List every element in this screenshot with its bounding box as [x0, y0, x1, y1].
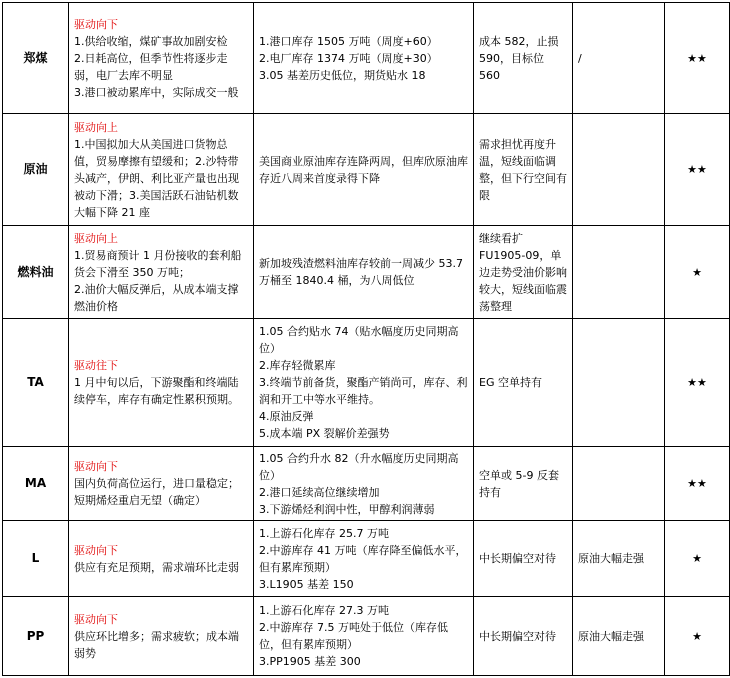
table-body [3, 3, 730, 676]
extra-cell [573, 3, 665, 114]
driver-text: 国内负荷高位运行，进口量稳定；短期烯烃重启无望（确定） [74, 477, 239, 507]
rating-stars: ★★ [665, 319, 730, 447]
commodity-name: 郑煤 [3, 3, 69, 114]
inventory-cell [254, 3, 474, 114]
commodity-name: 燃料油 [3, 226, 69, 319]
driver-direction: 驱动往下 [74, 359, 118, 372]
driver-direction: 驱动向下 [74, 460, 118, 473]
driver-text: 3.港口被动累库中，实际成交一般 [74, 85, 239, 99]
driver-text: 供应环比增多；需求疲软；成本端弱势 [74, 629, 239, 660]
driver-cell [69, 114, 254, 226]
driver-text: 1.中国拟加大从美国进口货物总值，贸易摩擦有望缓和；2.沙特带头减产，伊朗、利比亚产量也出现被动下滑；3.美国活跃石油钻机数大幅下降 21 座 [74, 137, 239, 219]
rating-stars: ★ [665, 521, 730, 597]
commodity-name: TA [3, 319, 69, 447]
strategy-cell [474, 3, 573, 114]
inventory-text: 1.港口库存 1505 万吨（周度+60） [259, 34, 438, 48]
inventory-text: 3.05 基差历史低位，期货贴水 18 [259, 68, 426, 82]
inventory-text: 2.港口延续高位继续增加 [259, 485, 380, 499]
extra-cell [573, 597, 665, 676]
inventory-text: 1.上游石化库存 27.3 万吨 [259, 604, 389, 617]
strategy-cell [474, 521, 573, 597]
extra-cell [573, 114, 665, 226]
driver-text: 2.日耗高位，但季节性将逐步走弱，电厂去库不明显 [74, 51, 228, 82]
driver-cell [69, 3, 254, 114]
extra-cell [573, 319, 665, 447]
driver-direction: 驱动向上 [74, 231, 118, 245]
strategy-cell [474, 319, 573, 447]
inventory-text: 1.上游石化库存 25.7 万吨 [259, 526, 389, 540]
strategy-text: EG 空单持有 [479, 376, 542, 389]
rating-stars: ★ [665, 597, 730, 676]
rating-stars: ★★ [665, 3, 730, 114]
table-row [3, 447, 730, 521]
inventory-text: 2.中游库存 7.5 万吨处于低位（库存低位，但有累库预期） [259, 621, 448, 651]
driver-direction: 驱动向上 [74, 120, 118, 134]
driver-cell [69, 521, 254, 597]
inventory-cell [254, 597, 474, 676]
driver-text: 1 月中旬以后，下游聚酯和终端陆续停车，库存有确定性累积预期。 [74, 376, 239, 406]
extra-text: / [578, 51, 582, 65]
strategy-text: 继续看扩 FU1905-09，单边走势受油价影响较大，短线面临震荡整理 [479, 231, 567, 313]
inventory-cell [254, 114, 474, 226]
driver-direction: 驱动向下 [74, 612, 118, 626]
driver-direction: 驱动向下 [74, 17, 118, 31]
driver-cell [69, 226, 254, 319]
inventory-text: 3.L1905 基差 150 [259, 577, 354, 591]
table-row [3, 521, 730, 597]
inventory-cell [254, 447, 474, 521]
table-row [3, 114, 730, 226]
strategy-cell [474, 226, 573, 319]
inventory-text: 3.下游烯烃利润中性，甲醇利润薄弱 [259, 502, 435, 516]
strategy-cell [474, 114, 573, 226]
inventory-text: 3.终端节前备货，聚酯产销尚可，库存、利润和开工中等水平维持。 [259, 376, 468, 406]
extra-cell [573, 521, 665, 597]
inventory-text: 1.05 合约贴水 74（贴水幅度历史同期高位） [259, 325, 459, 355]
rating-stars: ★★ [665, 447, 730, 521]
strategy-text: 需求担忧再度升温，短线面临调整，但下行空间有限 [479, 137, 567, 202]
inventory-text: 3.PP1905 基差 300 [259, 655, 361, 668]
commodity-name: PP [3, 597, 69, 676]
driver-cell [69, 597, 254, 676]
driver-cell [69, 319, 254, 447]
strategy-text: 成本 582，止损 590，目标位 560 [479, 34, 559, 82]
commodity-name: L [3, 521, 69, 597]
inventory-text: 2.库存轻微累库 [259, 359, 336, 372]
inventory-text: 5.成本端 PX 裂解价差强势 [259, 427, 390, 440]
extra-cell [573, 447, 665, 521]
inventory-cell [254, 319, 474, 447]
driver-direction: 驱动向下 [74, 543, 118, 557]
commodity-name: MA [3, 447, 69, 521]
extra-text: 原油大幅走强 [578, 629, 644, 643]
commodity-table [2, 2, 730, 676]
inventory-text: 2.电厂库存 1374 万吨（周度+30） [259, 51, 438, 65]
rating-stars: ★★ [665, 114, 730, 226]
table-row [3, 3, 730, 114]
driver-text: 供应有充足预期，需求端环比走弱 [74, 560, 239, 574]
inventory-text: 1.05 合约升水 82（升水幅度历史同期高位） [259, 451, 459, 482]
inventory-text: 新加坡残渣燃料油库存较前一周减少 53.7 万桶至 1840.4 桶，为八周低位 [259, 257, 463, 287]
strategy-cell [474, 447, 573, 521]
inventory-text: 4.原油反弹 [259, 410, 314, 423]
extra-text: 原油大幅走强 [578, 552, 644, 565]
inventory-cell [254, 521, 474, 597]
driver-text: 1.贸易商预计 1 月份接收的套利船货会下滑至 350 万吨； [74, 248, 242, 279]
inventory-text: 美国商业原油库存连降两周，但库欣原油库存近八周来首度录得下降 [259, 154, 468, 185]
strategy-text: 空单或 5-9 反套持有 [479, 468, 559, 499]
inventory-cell [254, 226, 474, 319]
table-row [3, 597, 730, 676]
driver-text: 2.油价大幅反弹后，从成本端支撑燃油价格 [74, 282, 239, 313]
table-row [3, 226, 730, 319]
table-row [3, 319, 730, 447]
strategy-text: 中长期偏空对待 [479, 629, 556, 643]
commodity-name: 原油 [3, 114, 69, 226]
strategy-cell [474, 597, 573, 676]
driver-text: 1.供给收缩，煤矿事故加剧安检 [74, 34, 228, 48]
strategy-text: 中长期偏空对待 [479, 552, 556, 565]
extra-cell [573, 226, 665, 319]
rating-stars: ★ [665, 226, 730, 319]
driver-cell [69, 447, 254, 521]
inventory-text: 2.中游库存 41 万吨（库存降至偏低水平，但有累库预期） [259, 543, 467, 574]
